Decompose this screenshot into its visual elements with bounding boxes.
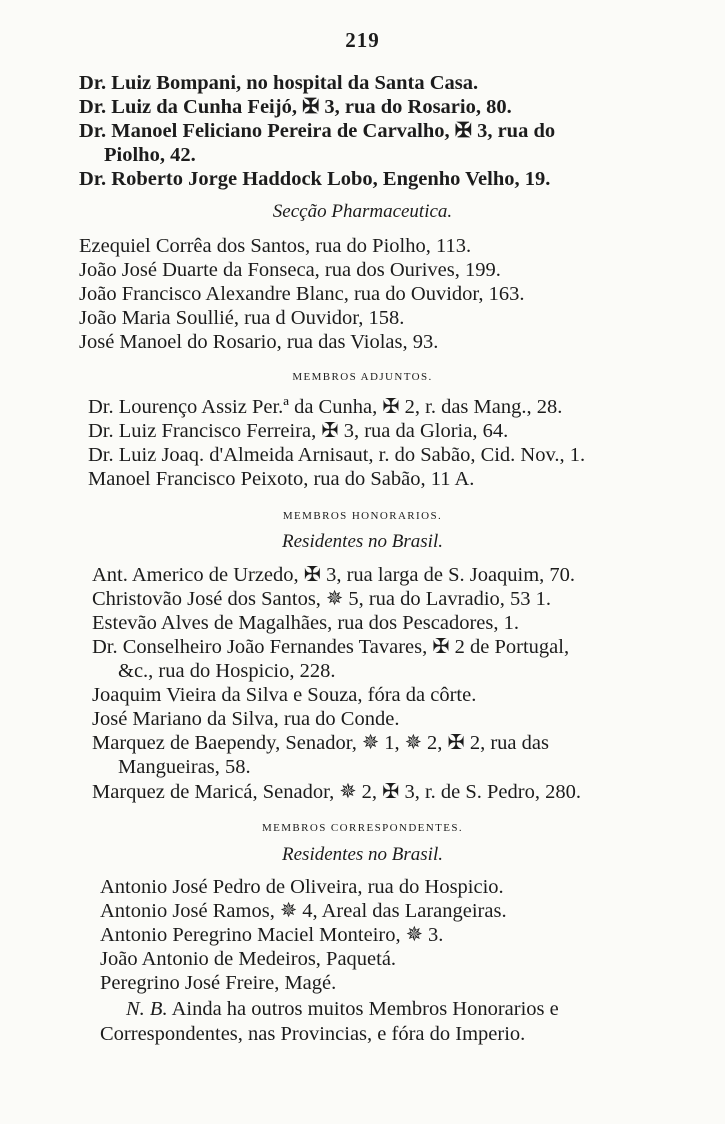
section-heading-pharmaceutica: Secção Pharmaceutica. — [272, 201, 453, 222]
entry-line: Dr. Luiz Joaq. d'Almeida Arnisaut, r. do Sabão, Cid. Nov., 1. — [88, 444, 586, 466]
entry-line: Marquez de Maricá, Senador, ✵ 2, ✠ 3, r. de S. Pedro, 280. — [92, 781, 581, 803]
entry-line: João Maria Soullié, rua d Ouvidor, 158. — [79, 307, 405, 329]
entry-line: Ezequiel Corrêa dos Santos, rua do Piolho, 113. — [79, 235, 472, 257]
entry-line: João José Duarte da Fonseca, rua dos Ourives, 199. — [79, 259, 501, 281]
page-number: 219 — [345, 28, 380, 52]
entry-line: Antonio José Pedro de Oliveira, rua do Hospicio. — [100, 876, 504, 898]
section-heading-correspondentes: MEMBROS CORRESPONDENTES. — [261, 822, 464, 834]
entry-line: José Manoel do Rosario, rua das Violas, 93. — [79, 331, 439, 353]
section-subheading: Residentes no Brasil. — [282, 844, 443, 865]
entry-line: Dr. Manoel Feliciano Pereira de Carvalho, ✠ 3, rua do — [79, 120, 556, 142]
entry-line: Dr. Luiz Francisco Ferreira, ✠ 3, rua da Gloria, 64. — [88, 420, 509, 442]
nota-bene-line — [126, 998, 559, 1020]
section-subheading: Residentes no Brasil. — [282, 531, 443, 552]
entry-line: Dr. Conselheiro João Fernandes Tavares, ✠ 2 de Portugal, — [92, 636, 570, 658]
section-heading-adjuntos: MEMBROS ADJUNTOS. — [292, 371, 433, 383]
entry-line: Manoel Francisco Peixoto, rua do Sabão, 11 A. — [88, 468, 475, 490]
entry-line: Dr. Luiz da Cunha Feijó, ✠ 3, rua do Rosario, 80. — [79, 96, 512, 118]
entry-line: Dr. Lourenço Assiz Per.ª da Cunha, ✠ 2, r. das Mang., 28. — [88, 396, 563, 418]
entry-line: Dr. Luiz Bompani, no hospital da Santa Casa. — [79, 72, 479, 94]
entry-line: Ant. Americo de Urzedo, ✠ 3, rua larga de S. Joaquim, 70. — [92, 564, 576, 586]
entry-line-continuation: Piolho, 42. — [104, 144, 196, 166]
entry-line-continuation: Mangueiras, 58. — [118, 756, 251, 778]
entry-line: João Antonio de Medeiros, Paquetá. — [100, 948, 397, 970]
nota-bene-label: N. B. — [126, 998, 168, 1020]
entry-line: Dr. Roberto Jorge Haddock Lobo, Engenho Velho, 19. — [79, 168, 551, 190]
entry-line: Antonio Peregrino Maciel Monteiro, ✵ 3. — [100, 924, 444, 946]
entry-line: José Mariano da Silva, rua do Conde. — [92, 708, 400, 730]
nota-bene-text: Ainda ha outros muitos Membros Honorarios e — [171, 998, 559, 1020]
entry-line: Peregrino José Freire, Magé. — [100, 972, 337, 994]
section-heading-honorarios: MEMBROS HONORARIOS. — [282, 510, 443, 522]
entry-line: Joaquim Vieira da Silva e Souza, fóra da côrte. — [92, 684, 477, 706]
entry-line: Estevão Alves de Magalhães, rua dos Pescadores, 1. — [92, 612, 519, 634]
entry-line: Marquez de Baependy, Senador, ✵ 1, ✵ 2, ✠ 2, rua das — [92, 732, 549, 754]
entry-line: João Francisco Alexandre Blanc, rua do Ouvidor, 163. — [79, 283, 525, 305]
entry-line: Antonio José Ramos, ✵ 4, Areal das Larangeiras. — [100, 900, 507, 922]
entry-line-continuation: &c., rua do Hospicio, 228. — [118, 660, 336, 682]
entry-line: Christovão José dos Santos, ✵ 5, rua do Lavradio, 53 1. — [92, 588, 552, 610]
nota-bene-line: Correspondentes, nas Provincias, e fóra do Imperio. — [100, 1023, 526, 1045]
